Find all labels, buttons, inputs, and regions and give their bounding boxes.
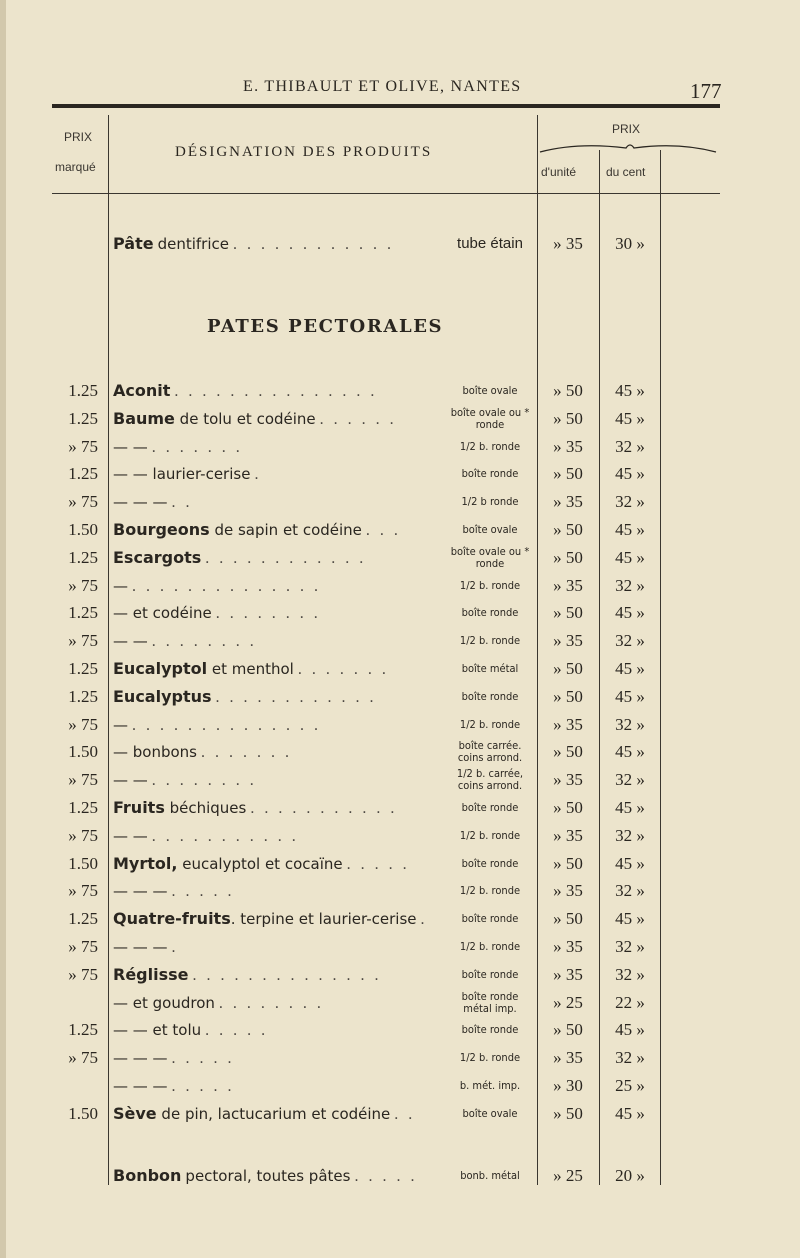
leader-dots: . . . . . . . . . . . .	[205, 549, 367, 567]
leader-dots: . . . . . . .	[297, 661, 389, 678]
product-name: Pâte	[113, 234, 154, 253]
product-name: Réglisse	[113, 964, 189, 984]
price-marked: 1.25	[68, 1020, 98, 1040]
leader-dots: . . . . . . . .	[215, 605, 321, 623]
unit-type: boîte ovale	[462, 384, 518, 397]
designation	[113, 767, 461, 794]
product-detail: —	[113, 576, 128, 595]
unit-type: boîte ronde	[461, 1023, 519, 1037]
price-marked: » 75	[68, 881, 98, 901]
unit-type: boîte ronde	[461, 801, 519, 814]
price-unit: » 50	[553, 1020, 583, 1040]
product-name: Aconit	[113, 381, 171, 400]
price-hundred: 32 »	[615, 714, 645, 734]
unit-type: 1/2 b. ronde	[459, 940, 521, 953]
price-hundred: 45 »	[615, 603, 645, 623]
designation	[113, 684, 461, 711]
price-hundred: 30 »	[615, 234, 645, 253]
price-hundred: 45 »	[615, 909, 645, 929]
unit-type: boîte ovale ou * ronde	[450, 405, 530, 431]
price-hundred: 45 »	[615, 520, 645, 539]
table-row	[0, 934, 800, 960]
designation	[113, 934, 461, 961]
price-marked: 1.25	[68, 659, 98, 678]
price-marked: 1.25	[68, 408, 98, 428]
table-row	[0, 767, 800, 793]
price-marked: » 75	[68, 492, 98, 512]
product-detail: de pin, lactucarium et codéine	[156, 1104, 391, 1123]
price-marked: 1.50	[68, 742, 98, 762]
unit-type: boîte ronde	[461, 606, 519, 620]
price-unit: » 50	[553, 909, 583, 929]
price-unit: » 35	[553, 714, 583, 734]
unit-type: 1/2 b. ronde	[459, 634, 521, 648]
price-unit: » 35	[553, 436, 583, 456]
product-detail: — —	[113, 826, 148, 845]
product-detail: — bonbons	[113, 743, 197, 762]
price-marked: 1.25	[68, 464, 98, 484]
unit-type: boîte ronde	[461, 967, 519, 981]
price-hundred: 32 »	[615, 964, 645, 984]
price-hundred: 45 »	[615, 798, 645, 817]
designation	[113, 712, 461, 739]
designation	[113, 517, 461, 544]
designation	[113, 878, 461, 905]
designation	[113, 962, 461, 989]
designation	[113, 434, 461, 461]
unit-type: boîte ronde	[461, 467, 519, 481]
product-detail: — et codéine	[113, 604, 212, 623]
product-name: Quatre-fruits	[113, 909, 231, 929]
price-marked: » 75	[68, 964, 98, 984]
header-rule	[52, 104, 720, 108]
table-row	[0, 1017, 800, 1043]
unit-type: 1/2 b. ronde	[459, 884, 521, 898]
table-row	[0, 1163, 800, 1189]
designation	[113, 1163, 461, 1190]
product-detail: — — —	[113, 1077, 168, 1095]
table-row	[0, 461, 800, 487]
table-row	[0, 712, 800, 738]
price-marked: 1.25	[68, 547, 98, 567]
unit-type: 1/2 b. ronde	[459, 1051, 521, 1065]
table-row	[0, 684, 800, 710]
table-row	[0, 406, 800, 432]
designation	[113, 823, 461, 850]
table-row	[0, 962, 800, 988]
designation	[113, 489, 461, 516]
price-hundred: 32 »	[615, 825, 645, 845]
price-hundred: 45 »	[615, 547, 645, 567]
product-detail: et menthol	[207, 660, 294, 678]
price-hundred: 22 »	[615, 992, 645, 1012]
price-hundred: 25 »	[615, 1076, 645, 1095]
price-unit: » 35	[553, 881, 583, 901]
table-row	[0, 656, 800, 682]
designation	[113, 461, 461, 488]
designation	[113, 795, 461, 822]
leader-dots: . .	[171, 494, 193, 512]
product-detail: pectoral, toutes pâtes	[185, 1167, 351, 1185]
price-hundred: 45 »	[615, 381, 645, 400]
designation	[113, 656, 461, 683]
product-detail: — —	[113, 437, 148, 456]
leader-dots: . . . . . . . . . . . .	[215, 688, 377, 706]
designation	[113, 1073, 461, 1100]
price-marked: 1.50	[68, 1103, 98, 1123]
designation	[113, 851, 461, 878]
leader-dots: . . . . . . . . . . . . . .	[132, 577, 321, 595]
product-detail: —	[113, 715, 128, 734]
designation	[113, 573, 461, 600]
header-prix-marque-top: PRIX	[64, 130, 93, 144]
price-unit: » 25	[553, 1166, 583, 1185]
header-cent: du cent	[606, 165, 646, 179]
table-row	[0, 434, 800, 460]
designation	[113, 1101, 461, 1128]
table-row	[0, 231, 800, 257]
leader-dots: . . . . . . . . . . . . . .	[132, 716, 321, 734]
table-row	[0, 739, 800, 765]
unit-type: 1/2 b. ronde	[459, 439, 521, 453]
price-hundred: 32 »	[615, 770, 645, 790]
price-unit: » 35	[553, 631, 583, 651]
table-row	[0, 489, 800, 515]
price-marked: 1.25	[68, 798, 98, 817]
price-hundred: 32 »	[615, 575, 645, 595]
price-marked: » 75	[68, 1048, 98, 1068]
product-name: Eucalyptus	[113, 686, 212, 706]
table-row	[0, 823, 800, 849]
leader-dots: . . . . . . . . . . .	[250, 800, 398, 817]
table-row	[0, 545, 800, 571]
price-unit: » 35	[553, 770, 583, 790]
product-name: Baume	[113, 408, 175, 428]
price-unit: » 35	[553, 937, 583, 956]
price-marked: 1.50	[68, 853, 98, 873]
leader-dots: .	[254, 466, 262, 484]
product-detail: de sapin et codéine	[209, 521, 362, 539]
price-hundred: 45 »	[615, 853, 645, 873]
table-row	[0, 573, 800, 599]
product-detail: — — —	[113, 882, 168, 901]
designation	[113, 990, 461, 1017]
leader-dots: . . . . . . .	[151, 438, 243, 456]
leader-dots: . . . . . . . . . . . . . .	[192, 966, 382, 984]
leader-dots: . . . . .	[171, 883, 235, 901]
price-unit: » 35	[553, 575, 583, 595]
header-designation: DÉSIGNATION DES PRODUITS	[175, 144, 433, 160]
leader-dots: .	[171, 939, 179, 956]
product-detail: — — laurier-cerise	[113, 465, 251, 484]
price-unit: » 50	[553, 520, 583, 539]
price-marked: 1.25	[68, 603, 98, 623]
table-row	[0, 628, 800, 654]
unit-type: 1/2 b. ronde	[459, 717, 521, 731]
price-unit: » 35	[553, 492, 583, 512]
price-hundred: 45 »	[615, 686, 645, 706]
unit-type: tube étain	[457, 235, 523, 252]
price-unit: » 35	[553, 234, 583, 253]
product-name: Fruits	[113, 798, 165, 817]
price-marked: » 75	[68, 631, 98, 651]
price-unit: » 50	[553, 408, 583, 428]
price-hundred: 32 »	[615, 1048, 645, 1068]
price-unit: » 50	[553, 686, 583, 706]
unit-type: boîte métal	[461, 662, 519, 675]
product-detail: eucalyptol et cocaïne	[177, 854, 343, 873]
unit-type: boîte carrée. coins arrond.	[457, 739, 523, 765]
price-unit: » 25	[553, 992, 583, 1012]
unit-type: bonb. métal	[460, 1169, 520, 1182]
price-hundred: 32 »	[615, 881, 645, 901]
table-row	[0, 1045, 800, 1071]
unit-type: boîte ovale	[462, 1106, 518, 1120]
price-hundred: 45 »	[615, 1103, 645, 1123]
product-name: Escargots	[113, 547, 202, 567]
price-unit: » 50	[553, 1103, 583, 1123]
price-unit: » 50	[553, 603, 583, 623]
product-name: Bonbon	[113, 1166, 182, 1185]
product-detail: — —	[113, 771, 148, 790]
designation	[113, 545, 461, 572]
product-detail: — et goudron	[113, 993, 215, 1012]
price-marked: 1.25	[68, 686, 98, 706]
price-marked: 1.50	[68, 520, 98, 539]
product-detail: dentifrice	[157, 235, 229, 253]
price-hundred: 32 »	[615, 436, 645, 456]
designation	[113, 406, 461, 433]
running-head: E. THIBAULT ET OLIVE, NANTES	[243, 78, 522, 95]
leader-dots: . . . . . . . . . . . . . . .	[174, 383, 378, 400]
table-row	[0, 1101, 800, 1127]
product-detail: de tolu et codéine	[174, 409, 316, 428]
price-marked: 1.25	[68, 909, 98, 929]
designation	[113, 739, 461, 766]
leader-dots: . . . . . .	[319, 410, 397, 428]
price-unit: » 35	[553, 825, 583, 845]
designation	[113, 378, 461, 405]
price-marked: 1.25	[68, 381, 98, 400]
leader-dots: . . . . .	[346, 855, 410, 873]
designation	[113, 600, 461, 627]
designation	[113, 231, 461, 258]
product-name: Bourgeons	[113, 520, 210, 539]
product-detail: — — —	[113, 938, 168, 956]
price-marked: » 75	[68, 937, 98, 956]
header-brace	[538, 138, 718, 154]
table-row	[0, 851, 800, 877]
table-row	[0, 878, 800, 904]
product-detail: — — et tolu	[113, 1021, 202, 1040]
table-row	[0, 906, 800, 932]
header-unite: d'unité	[541, 165, 576, 179]
leader-dots: . . . . .	[354, 1168, 418, 1185]
price-marked: » 75	[68, 770, 98, 790]
designation	[113, 1045, 461, 1072]
price-hundred: 45 »	[615, 408, 645, 428]
product-detail: béchiques	[164, 799, 247, 817]
unit-type: 1/2 b. ronde	[459, 828, 521, 842]
price-hundred: 45 »	[615, 659, 645, 678]
leader-dots: . .	[394, 1105, 416, 1123]
price-unit: » 35	[553, 964, 583, 984]
product-detail: — — —	[113, 1049, 168, 1068]
product-name: Eucalyptol	[113, 659, 208, 678]
header-prix: PRIX	[612, 122, 641, 136]
price-hundred: 45 »	[615, 742, 645, 762]
price-hundred: 20 »	[615, 1166, 645, 1185]
unit-type: boîte ronde	[461, 912, 519, 926]
price-hundred: 45 »	[615, 464, 645, 484]
table-row	[0, 795, 800, 821]
header-prix-marque-bottom: marqué	[55, 160, 96, 174]
leader-dots: . . . . . . . . . . .	[151, 827, 299, 845]
designation	[113, 1017, 461, 1044]
leader-dots: . . . . .	[171, 1078, 235, 1095]
leader-dots: . . . . . . . .	[151, 772, 257, 790]
price-marked: » 75	[68, 436, 98, 456]
unit-type: boîte ovale ou * ronde	[450, 544, 530, 570]
leader-dots: . . . . . . . .	[218, 994, 324, 1012]
leader-dots: . . . . . . . .	[151, 633, 257, 651]
price-unit: » 30	[553, 1076, 583, 1095]
designation	[113, 906, 461, 933]
table-row	[0, 990, 800, 1016]
price-unit: » 50	[553, 853, 583, 873]
table-row	[0, 517, 800, 543]
price-unit: » 50	[553, 547, 583, 567]
leader-dots: . . . . . . .	[201, 744, 292, 762]
unit-type: boîte ronde	[461, 689, 519, 703]
section-title: PATES PECTORALES	[207, 316, 444, 337]
product-name: Myrtol,	[113, 853, 178, 873]
price-marked: » 75	[68, 825, 98, 845]
product-detail: — —	[113, 632, 148, 651]
unit-type: b. mét. imp.	[459, 1079, 521, 1092]
unit-type: boîte ronde métal imp.	[461, 989, 519, 1015]
price-unit: » 50	[553, 798, 583, 817]
product-detail: . terpine et laurier-cerise	[230, 910, 417, 929]
product-detail: — — —	[113, 493, 168, 512]
leader-dots: . . .	[365, 522, 401, 539]
price-unit: » 35	[553, 1048, 583, 1068]
price-unit: » 50	[553, 659, 583, 678]
leader-dots: . . . . .	[205, 1022, 269, 1040]
price-hundred: 32 »	[615, 631, 645, 651]
leader-dots: . . . . .	[171, 1050, 235, 1068]
unit-type: boîte ovale	[462, 523, 518, 536]
price-marked: » 75	[68, 575, 98, 595]
leader-dots: . . . . . . . . . . . .	[233, 236, 394, 253]
price-hundred: 45 »	[615, 1020, 645, 1040]
price-hundred: 32 »	[615, 937, 645, 956]
unit-type: boîte ronde	[461, 856, 519, 870]
unit-type: 1/2 b. carrée, coins arrond.	[456, 767, 524, 793]
price-hundred: 32 »	[615, 492, 645, 512]
table-row	[0, 600, 800, 626]
designation	[113, 628, 461, 655]
price-unit: » 50	[553, 381, 583, 400]
page-number: 177	[690, 79, 722, 103]
price-marked: » 75	[68, 714, 98, 734]
leader-dots: .	[420, 911, 428, 929]
price-unit: » 50	[553, 464, 583, 484]
product-name: Sève	[113, 1103, 157, 1123]
price-unit: » 50	[553, 742, 583, 762]
table-row	[0, 378, 800, 404]
header-bottom-rule	[52, 193, 720, 194]
unit-type: 1/2 b. ronde	[459, 578, 521, 592]
table-row	[0, 1073, 800, 1099]
unit-type: 1/2 b ronde	[461, 495, 519, 509]
